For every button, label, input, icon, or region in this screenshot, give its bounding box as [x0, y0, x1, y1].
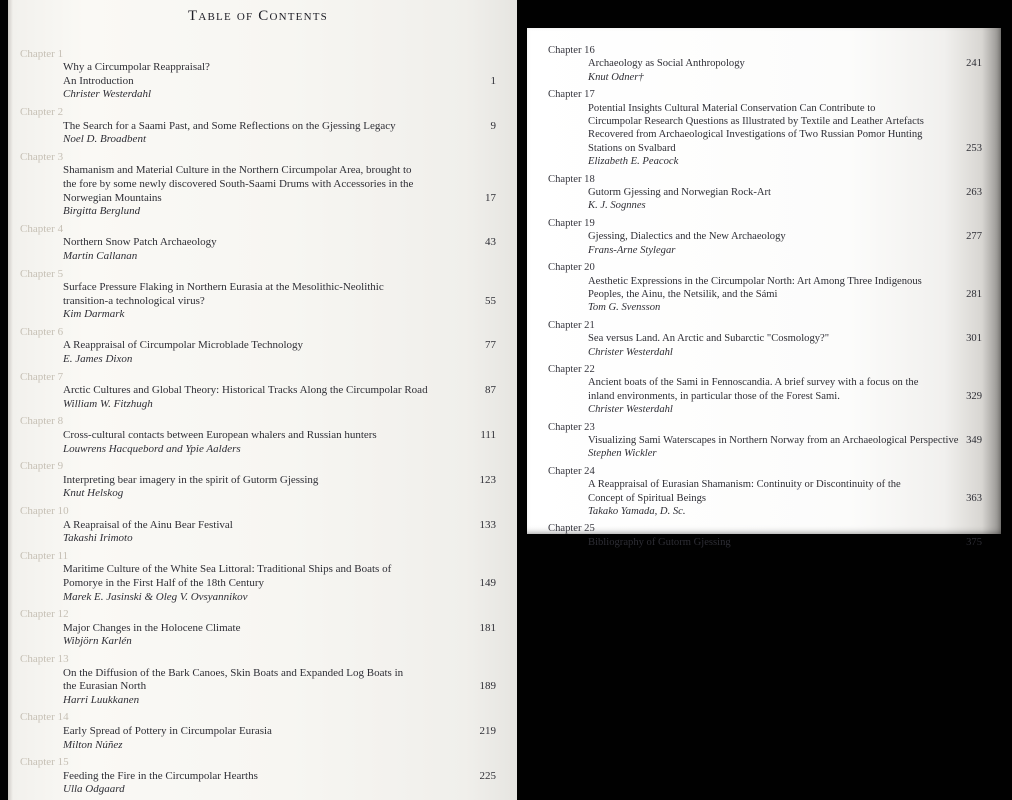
- chapter-title-line: [63, 164, 496, 178]
- chapter-title-text: Why a Circumpolar Reappraisal?: [63, 61, 210, 74]
- chapter-title-line: [63, 339, 496, 353]
- chapter-title-line: [588, 390, 982, 403]
- chapter-title-text: Surface Pressure Flaking in Northern Eurasia at the Mesolithic-Neolithic: [63, 281, 384, 294]
- chapter-label: Chapter 22: [548, 363, 595, 375]
- chapter-title-text: Pomorye in the First Half of the 18th Century: [63, 576, 265, 589]
- page-number: 349: [966, 434, 982, 446]
- chapter-label: Chapter 5: [20, 267, 64, 280]
- chapter-title: [63, 770, 496, 784]
- toc-entry: [20, 106, 496, 147]
- chapter-title-line: [63, 770, 496, 784]
- chapter-author: Harri Luukkanen: [63, 693, 140, 706]
- page-number: 149: [479, 576, 496, 589]
- chapter-title-line: [63, 519, 496, 533]
- toc-entry: [548, 88, 982, 168]
- chapter-title-line: [588, 332, 982, 345]
- page-number: 55: [485, 294, 496, 307]
- chapter-label: Chapter 20: [548, 262, 595, 274]
- page-number: 219: [479, 724, 496, 737]
- chapter-title-line: [588, 128, 982, 141]
- chapter-title-line: [63, 563, 496, 577]
- chapter-label: Chapter 11: [20, 549, 69, 562]
- chapter-title-line: [63, 667, 496, 681]
- chapter-title: [63, 339, 496, 353]
- page-number: 87: [485, 384, 496, 397]
- chapter-title-text: transition-a technological virus?: [63, 294, 205, 307]
- chapter-label: Chapter 25: [548, 523, 595, 535]
- chapter-title: [63, 429, 496, 443]
- chapter-title: [588, 434, 982, 447]
- chapter-title-text: A Reappraisal of Circumpolar Microblade Technology: [63, 339, 304, 352]
- chapter-title-line: [63, 622, 496, 636]
- toc-entry: [548, 44, 982, 84]
- chapter-title-text: A Reapraisal of the Ainu Bear Festival: [63, 518, 233, 531]
- chapter-title-line: [588, 57, 982, 70]
- toc-entry: [20, 653, 496, 707]
- page-number: 77: [485, 339, 496, 352]
- toc-entry: [548, 319, 982, 359]
- chapter-title-text: Potential Insights Cultural Material Conservation Can Contribute to: [588, 102, 876, 114]
- toc-entry: [20, 371, 496, 412]
- page-number: 253: [966, 142, 982, 154]
- chapter-label: Chapter 12: [20, 608, 69, 621]
- page-number: 329: [966, 390, 982, 402]
- chapter-title-text: An Introduction: [63, 74, 134, 87]
- chapter-title: [588, 230, 982, 243]
- toc-entry: [548, 421, 982, 461]
- toc-entry: [20, 756, 496, 797]
- chapter-author: Louwrens Hacquebord and Ypie Aalders: [63, 442, 241, 455]
- chapter-title-line: [63, 384, 496, 398]
- toc-entry: [20, 268, 496, 322]
- chapter-author: Noel D. Broadbent: [63, 133, 146, 146]
- chapter-title-line: [588, 230, 982, 243]
- chapter-title: [63, 384, 496, 398]
- chapter-label: Chapter 8: [20, 415, 64, 428]
- chapter-title-line: [63, 236, 496, 250]
- chapter-author: Birgitta Berglund: [63, 205, 141, 218]
- chapter-title-line: [588, 376, 982, 389]
- chapter-author: Frans-Arne Stylegar: [588, 244, 676, 256]
- chapter-author: Christer Westerdahl: [588, 404, 673, 416]
- chapter-author: E. James Dixon: [63, 353, 133, 366]
- chapter-title-text: Recovered from Archaeological Investigations of Two Russian Pomor Hunting: [588, 129, 923, 141]
- chapter-title: [63, 725, 496, 739]
- left-scan-page: [8, 0, 517, 800]
- chapter-title: [63, 164, 496, 205]
- chapter-title-line: [63, 474, 496, 488]
- page-number: 263: [966, 187, 982, 199]
- chapter-title-line: [588, 186, 982, 199]
- chapter-label: Chapter 2: [20, 105, 64, 118]
- chapter-author: William W. Fitzhugh: [63, 397, 153, 410]
- page-number: 241: [966, 58, 982, 70]
- chapter-title: [588, 376, 982, 403]
- chapter-title: [588, 57, 982, 70]
- chapter-title-text: Shamanism and Material Culture in the Northern Circumpolar Area, brought to: [63, 164, 412, 177]
- toc-entry: [548, 173, 982, 213]
- chapter-title-line: [588, 434, 982, 447]
- toc-entry: [20, 550, 496, 604]
- toc-entry: [20, 223, 496, 264]
- toc-entry: [20, 48, 496, 102]
- chapter-title-text: On the Diffusion of the Bark Canoes, Skin Boats and Expanded Log Boats in: [63, 666, 404, 679]
- toc-entry: [20, 711, 496, 752]
- page-number: 9: [490, 119, 496, 132]
- toc-entry: [20, 415, 496, 456]
- chapter-title-text: Peoples, the Ainu, the Netsilik, and the Sámi: [588, 288, 778, 300]
- chapter-title-text: Bibliography of Gutorm Gjessing: [588, 536, 731, 548]
- page-number: 375: [966, 536, 982, 548]
- chapter-title-line: [63, 429, 496, 443]
- toc-entry: [548, 261, 982, 315]
- chapter-label: Chapter 4: [20, 222, 64, 235]
- chapter-title-line: [63, 75, 496, 89]
- chapter-title-line: [63, 120, 496, 134]
- chapter-label: Chapter 7: [20, 370, 64, 383]
- page-number: 181: [479, 621, 496, 634]
- chapter-author: Takako Yamada, D. Sc.: [588, 506, 686, 517]
- chapter-title: [588, 275, 982, 302]
- page-number: 277: [966, 231, 982, 243]
- toc-entry: [548, 217, 982, 257]
- toc-entry: [548, 465, 982, 519]
- chapter-title-text: Maritime Culture of the White Sea Littoral: Traditional Ships and Boats of: [63, 563, 392, 576]
- chapter-title-text: Visualizing Sami Waterscapes in Northern Norway from an Archaeological Perspective: [588, 434, 959, 446]
- chapter-label: Chapter 14: [20, 711, 69, 724]
- chapter-title-line: [63, 577, 496, 591]
- chapter-title-text: Circumpolar Research Questions as Illustrated by Textile and Leather Artefacts: [588, 116, 924, 128]
- chapter-title: [588, 478, 982, 505]
- chapter-author: Knut Odner†: [588, 71, 644, 83]
- chapter-label: Chapter 21: [548, 319, 595, 331]
- toc-list-right: [548, 44, 982, 549]
- chapter-title-text: Sea versus Land. An Arctic and Subarctic "Cosmology?": [588, 333, 830, 345]
- page-number: 133: [479, 518, 496, 531]
- chapter-title-line: [588, 275, 982, 288]
- page-number: 1: [490, 74, 496, 87]
- chapter-title-text: Aesthetic Expressions in the Circumpolar North: Art Among Three Indigenous: [588, 275, 922, 287]
- chapter-label: Chapter 10: [20, 505, 69, 517]
- chapter-author: Milton Núñez: [63, 738, 123, 751]
- chapter-title-line: [63, 61, 496, 75]
- chapter-title-text: The Search for a Saami Past, and Some Reflections on the Gjessing Legacy: [63, 119, 396, 132]
- chapter-title-text: Norwegian Mountains: [63, 191, 162, 204]
- chapter-author: Marek E. Jasinski & Oleg V. Ovsyannikov: [63, 590, 248, 603]
- chapter-title-line: [63, 680, 496, 694]
- toc-entry: [20, 608, 496, 649]
- chapter-title: [588, 332, 982, 345]
- chapter-label: Chapter 6: [20, 325, 64, 338]
- chapter-title: [63, 474, 496, 488]
- chapter-label: Chapter 18: [548, 173, 595, 185]
- toc-entry: [20, 460, 496, 501]
- chapter-title-line: [63, 192, 496, 206]
- chapter-label: Chapter 3: [20, 150, 64, 163]
- toc-entry: [20, 326, 496, 367]
- chapter-author: Wibjörn Karlén: [63, 635, 132, 648]
- chapter-author: Knut Helskog: [63, 487, 124, 500]
- chapter-author: Takashi Irimoto: [63, 532, 133, 545]
- chapter-title: [63, 667, 496, 694]
- chapter-title-text: Cross-cultural contacts between European whalers and Russian hunters: [63, 429, 377, 442]
- chapter-title: [588, 186, 982, 199]
- chapter-title-line: [63, 725, 496, 739]
- chapter-title-text: inland environments, in particular those of the Forest Sami.: [588, 390, 840, 402]
- right-scan-page: [527, 28, 1001, 548]
- chapter-author: Elizabeth E. Peacock: [588, 156, 679, 168]
- chapter-title-line: [588, 536, 982, 549]
- chapter-author: Christer Westerdahl: [63, 88, 152, 101]
- toc-entry: [548, 363, 982, 417]
- chapter-label: Chapter 16: [548, 45, 595, 56]
- chapter-title: [63, 519, 496, 533]
- chapter-title-text: Ancient boats of the Sami in Fennoscandia. A brief survey with a focus on the: [588, 377, 919, 389]
- chapter-title-line: [588, 478, 982, 491]
- toc-entry: [548, 522, 982, 549]
- toc-entry: [20, 151, 496, 219]
- chapter-title: [63, 622, 496, 636]
- toc-entry: [20, 505, 496, 546]
- page-number: 43: [485, 236, 496, 249]
- page-number: 111: [480, 429, 496, 442]
- chapter-label: Chapter 1: [20, 47, 64, 60]
- chapter-title: [588, 536, 982, 549]
- chapter-title-line: [588, 142, 982, 155]
- chapter-title-text: A Reappraisal of Eurasian Shamanism: Continuity or Discontinuity of the: [588, 479, 901, 491]
- chapter-title-text: Gutorm Gjessing and Norwegian Rock-Art: [588, 187, 772, 199]
- toc-list-left: [20, 48, 496, 797]
- page-number: 225: [479, 769, 496, 782]
- chapter-title-line: [588, 115, 982, 128]
- chapter-title-text: the fore by some newly discovered South-Saami Drums with Accessories in the: [63, 177, 414, 190]
- page-number: 301: [966, 333, 982, 345]
- page-number: 189: [479, 680, 496, 693]
- chapter-title-line: [588, 492, 982, 505]
- chapter-label: Chapter 23: [548, 421, 595, 433]
- chapter-author: Tom G. Svensson: [588, 302, 661, 314]
- chapter-title: [588, 102, 982, 156]
- chapter-title-text: Feeding the Fire in the Circumpolar Hearths: [63, 769, 258, 782]
- chapter-title-line: [588, 288, 982, 301]
- chapter-label: Chapter 24: [548, 465, 595, 477]
- chapter-title-text: Archaeology as Social Anthropology: [588, 58, 745, 70]
- chapter-title: [63, 120, 496, 134]
- chapter-label: Chapter 19: [548, 217, 595, 229]
- page-number: 123: [479, 473, 496, 486]
- chapter-label: Chapter 9: [20, 460, 64, 473]
- page-number: 363: [966, 492, 982, 504]
- page-number: 17: [485, 191, 496, 204]
- chapter-title-line: [63, 281, 496, 295]
- chapter-label: Chapter 15: [20, 756, 69, 769]
- chapter-title-text: Early Spread of Pottery in Circumpolar Eurasia: [63, 724, 272, 737]
- chapter-label: Chapter 13: [20, 652, 69, 665]
- chapter-title-line: [588, 102, 982, 115]
- chapter-title-text: Northern Snow Patch Archaeology: [63, 236, 217, 249]
- chapter-author: Christer Westerdahl: [588, 346, 673, 358]
- chapter-title-text: Interpreting bear imagery in the spirit of Gutorm Gjessing: [63, 473, 319, 486]
- chapter-author: Kim Darmark: [63, 308, 125, 321]
- page-number: 281: [966, 288, 982, 300]
- chapter-title-text: Arctic Cultures and Global Theory: Historical Tracks Along the Circumpolar Road: [63, 384, 428, 397]
- chapter-title-text: Concept of Spiritual Beings: [588, 492, 706, 504]
- chapter-title: [63, 281, 496, 308]
- chapter-title-text: Major Changes in the Holocene Climate: [63, 621, 241, 634]
- toc-heading: Table of Contents: [188, 8, 328, 24]
- chapter-title-line: [63, 295, 496, 309]
- chapter-label: Chapter 17: [548, 89, 595, 101]
- chapter-title-line: [63, 178, 496, 192]
- chapter-author: K. J. Sognnes: [588, 200, 646, 212]
- chapter-title: [63, 236, 496, 250]
- chapter-title-text: Stations on Svalbard: [588, 142, 676, 154]
- chapter-author: Ulla Odgaard: [63, 783, 125, 796]
- chapter-title-text: the Eurasian North: [63, 680, 147, 693]
- chapter-author: Martin Callanan: [63, 249, 138, 262]
- chapter-title: [63, 61, 496, 88]
- chapter-author: Stephen Wickler: [588, 448, 657, 460]
- chapter-title-text: Gjessing, Dialectics and the New Archaeology: [588, 231, 786, 243]
- chapter-title: [63, 563, 496, 590]
